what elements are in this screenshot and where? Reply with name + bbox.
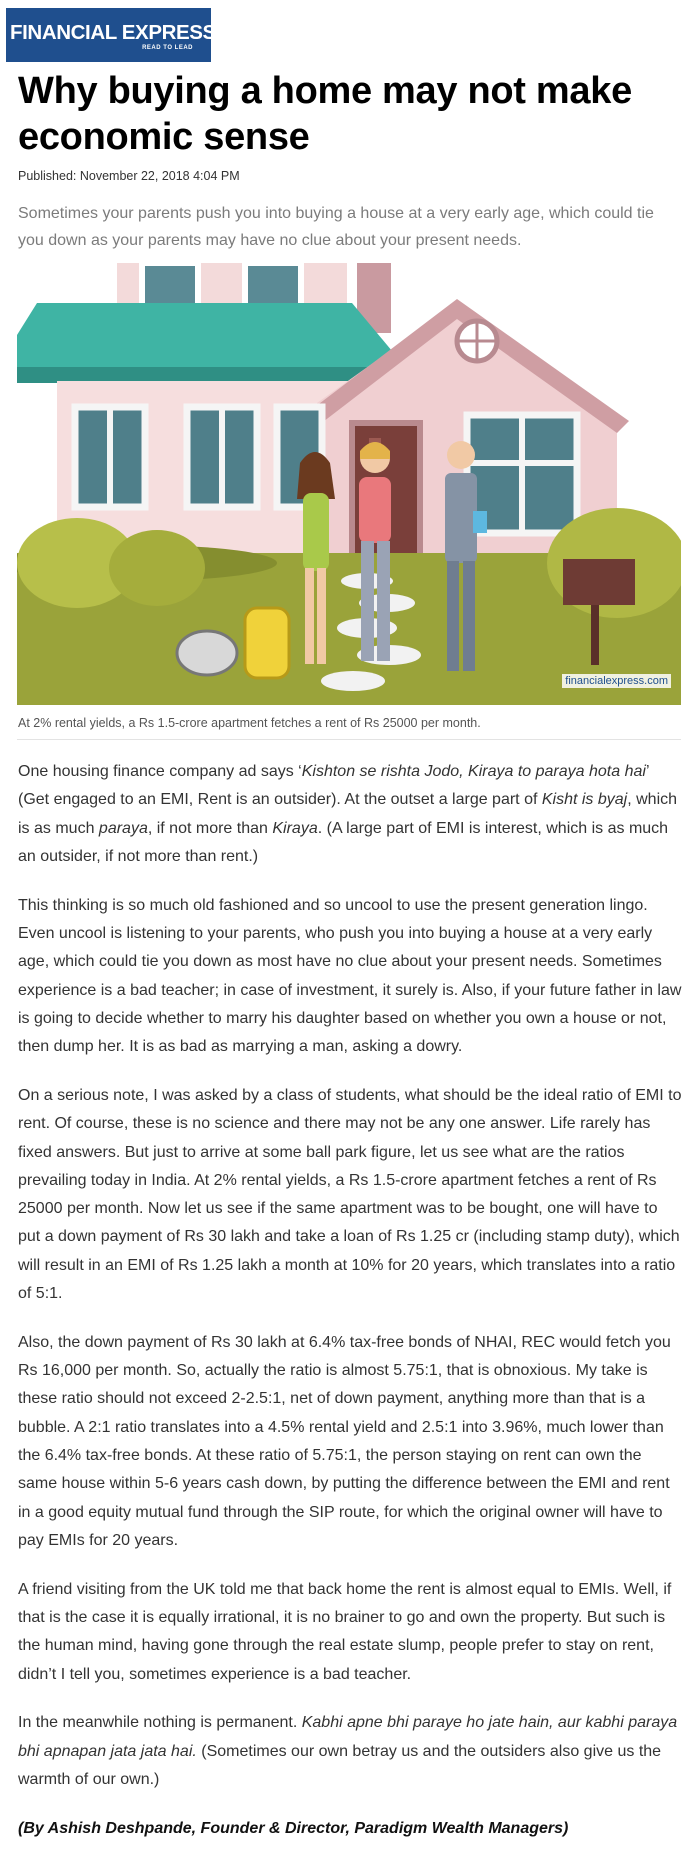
paragraph-4: Also, the down payment of Rs 30 lakh at 6.4% tax-free bonds of NHAI, REC would fetch you Rs 16,000 per month. So, actually the ratio is almost 5.75:1, that is obnoxious. My take is these ratio should not exceed 2-2.5:1, net of down payment, anything more than that is a bubble. A 2:1 ratio translates into a 4.5% rental yield and 2.5:1 into 3.96%, much lower than the 6.4% tax-free bonds. At these ratio of 5.75:1, the person staying on rent can own the same house within 5-6 years cash down, by putting the difference between the EMI and rent in a good equity mutual fund through the SIP route, for which the original owner will have to pay EMIs for 20 years. [18,1333,671,1549]
image-caption: At 2% rental yields, a Rs 1.5-crore apartment fetches a rent of Rs 25000 per month. [18,716,481,730]
house-illustration [17,263,681,705]
logo-tagline: READ TO LEAD [142,45,193,51]
article-summary: Sometimes your parents push you into buying a house at a very early age, which could tie you down as your parents may have no clue about your present needs. [18,205,654,249]
author-byline: (By Ashish Deshpande, Founder & Director, Paradigm Wealth Managers) [18,1819,569,1837]
paragraph-1: One housing finance company ad says ‘Kishton se rishta Jodo, Kiraya to paraya hota hai’ (Get engaged to an EMI, Rent is an outsider). At the outset a large part of Kisht is byaj, which is as much paraya, if not more than Kiraya. (A large part of EMI is interest, which is as much an outsider, if not more than rent.) [18,763,678,865]
hero-illustration [17,263,681,705]
publish-date: Published: November 22, 2018 4:04 PM [18,169,240,183]
site-logo[interactable] [6,8,216,62]
paragraph-5: A friend visiting from the UK told me that back home the rent is almost equal to EMIs. Well, if that is the case it is equally irrational, it is no brainer to go and own the property. But such is the human mind, having gone through the real estate slump, people prefer to stay on rent, didn’t I tell you, sometimes experience is a bad teacher. [18,1580,672,1683]
image-watermark: financialexpress.com [562,674,671,688]
paragraph-3: On a serious note, I was asked by a class of students, what should be the ideal ratio of EMI to rent. Of course, these is no science and there may not be any one answer. Life rarely has fixed answers. But just to arrive at some ball park figure, let us see what are the ratios prevailing today in India. At 2% rental yields, a Rs 1.5-crore apartment fetches a rent of Rs 25000 per month. Now let us see if the same apartment was to be bought, one will have to put a down payment of Rs 30 lakh and take a loan of Rs 1.25 cr (including stamp duty), which will result in an EMI of Rs 1.25 lakh a month at 10% for 20 years, which translates into a ratio of 5:1. [18,1086,682,1303]
logo-wordmark: FINANCIAL EXPRESS [10,21,216,44]
article-headline: Why buying a home may not make economic sense [18,70,632,158]
paragraph-2: This thinking is so much old fashioned and so uncool to use the present generation lingo. Even uncool is listening to your parents, who push you into buying a house at a very early age, which could tie you down as most have no clue about your present needs. Sometimes experience is a bad teacher; in case of investment, it surely is. Also, if your future father in law is going to decide whether to marry his daughter based on whether you own a house or not, then dump her. It is as bad as marrying a man, asking a dowry. [18,896,682,1056]
divider [17,739,681,740]
article-body [18,758,683,1864]
paragraph-6: In the meanwhile nothing is permanent. Kabhi apne bhi paraye ho jate hain, aur kabhi paraya bhi apnapan jata jata hai. (Sometimes our own betray us and the outsiders also give us the warmth of our own.) [18,1714,678,1788]
